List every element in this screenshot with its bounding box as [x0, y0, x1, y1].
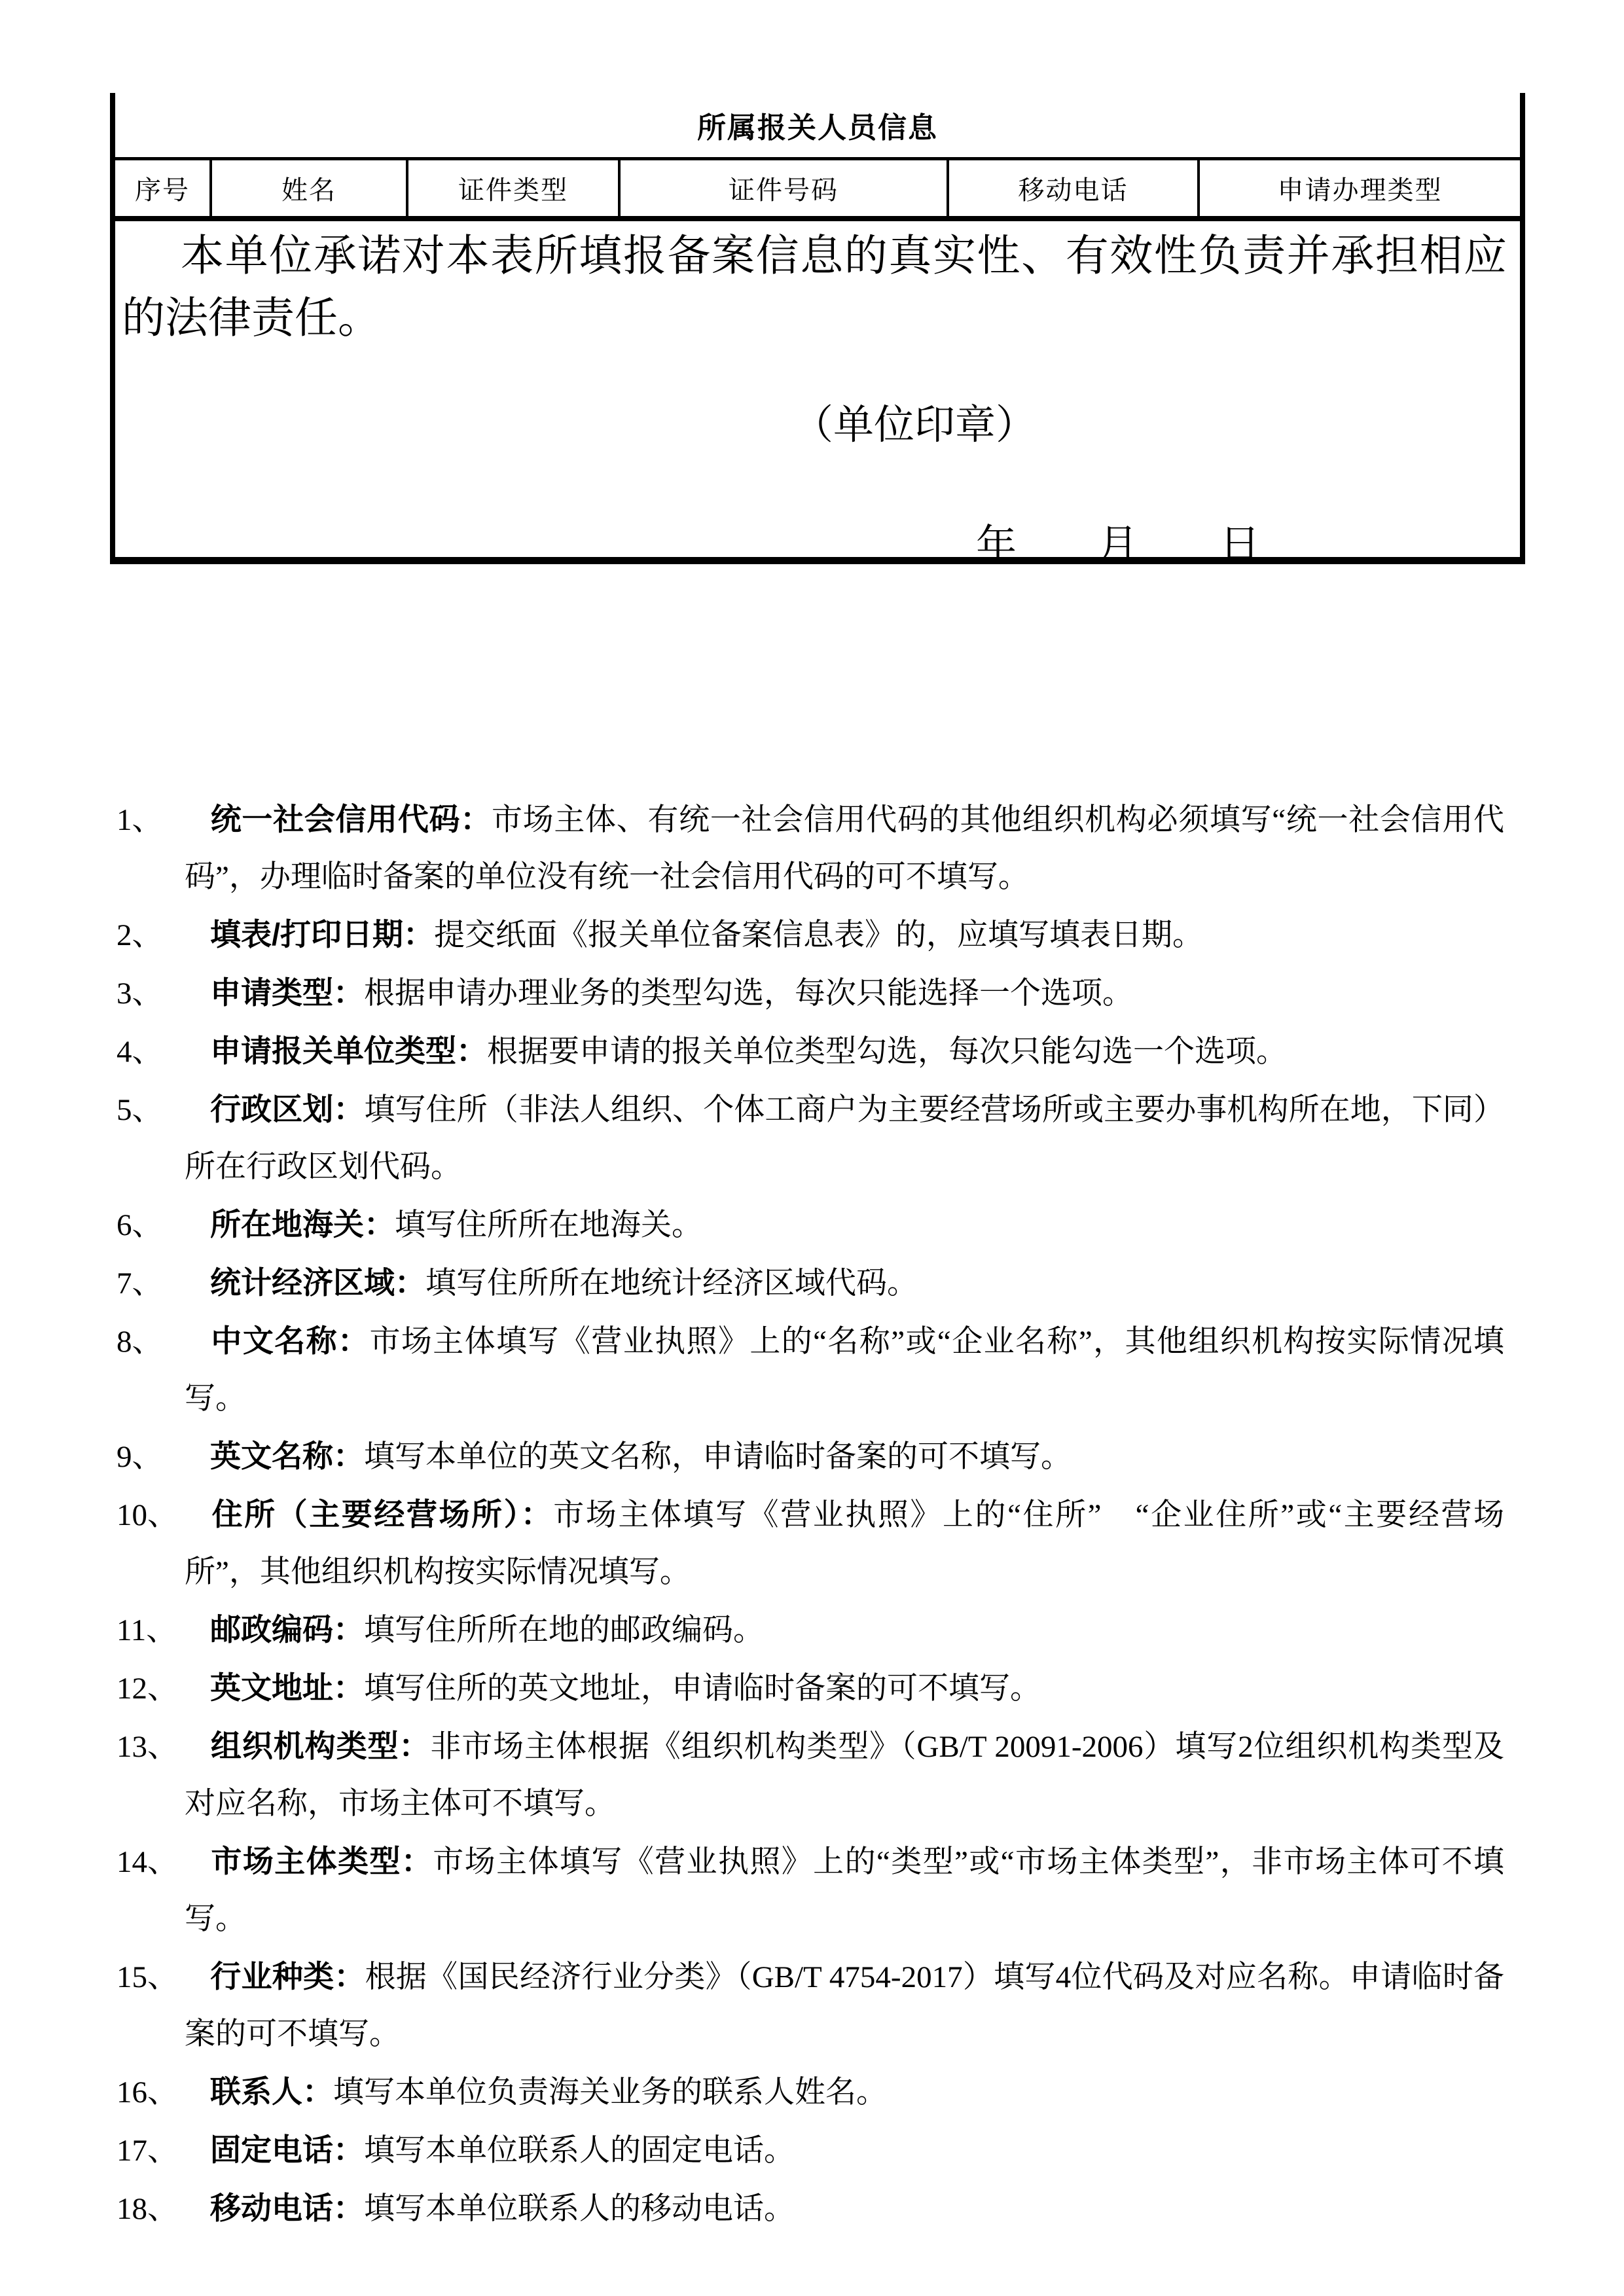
note-number: 9、: [117, 1440, 163, 1474]
note-number: 1、: [117, 803, 163, 837]
declaration-text: 本单位承诺对本表所填报备案信息的真实性、有效性负责并承担相应的法律责任。: [122, 232, 1507, 342]
note-number: 13、: [117, 1730, 178, 1764]
column-header-id-number: 证件号码: [621, 160, 949, 216]
note-label: 申请类型：: [210, 975, 364, 1010]
note-number: 2、: [117, 918, 163, 952]
note-item: [117, 2063, 1504, 2121]
note-label: 行政区划：: [210, 1092, 365, 1126]
note-label: 移动电话：: [210, 2191, 364, 2225]
note-label: 邮政编码：: [210, 1612, 364, 1647]
unit-seal-placeholder: （单位印章）: [793, 403, 1037, 448]
column-header-mobile-phone: 移动电话: [949, 160, 1200, 216]
note-item: [117, 1196, 1504, 1254]
declaration-cell: [115, 221, 1520, 567]
note-label: 组织机构类型：: [210, 1729, 431, 1763]
note-item: [117, 906, 1504, 964]
note-number: 16、: [117, 2075, 178, 2109]
note-label: 市场主体类型：: [210, 1844, 433, 1878]
note-text: 填写本单位的英文名称，申请临时备案的可不填写。: [364, 1440, 1072, 1474]
note-text: 填写住所所在地的邮政编码。: [364, 1613, 764, 1647]
table-title: 所属报关人员信息: [115, 93, 1520, 160]
note-text: 填写住所的英文地址，申请临时备案的可不填写。: [364, 1672, 1041, 1706]
note-text: 市场主体填写《营业执照》上的“住所” “企业住所”或“主要经营场所”，其他组织机构按实际情况填写。: [185, 1498, 1504, 1589]
note-number: 4、: [117, 1035, 163, 1069]
note-text: 填写本单位联系人的固定电话。: [364, 2134, 795, 2168]
table-header-row: [115, 160, 1520, 221]
note-number: 11、: [117, 1613, 177, 1647]
note-label: 所在地海关：: [210, 1207, 395, 1242]
note-text: 市场主体填写《营业执照》上的“名称”或“企业名称”，其他组织机构按实际情况填写。: [185, 1325, 1504, 1416]
note-item: [117, 1427, 1504, 1486]
note-label: 行业种类：: [210, 1959, 365, 1994]
note-number: 7、: [117, 1266, 163, 1300]
note-number: 3、: [117, 977, 163, 1011]
note-number: 12、: [117, 1672, 178, 1706]
note-label: 英文名称：: [210, 1439, 364, 1473]
note-item: [117, 1022, 1504, 1081]
note-number: 8、: [117, 1325, 163, 1359]
note-item: [117, 1833, 1504, 1948]
column-header-id-type: 证件类型: [408, 160, 621, 216]
personnel-info-table: [110, 93, 1525, 567]
filling-instructions-list: [117, 791, 1504, 2238]
note-text: 提交纸面《报关单位备案信息表》的，应填写填表日期。: [434, 918, 1204, 952]
note-text: 填写本单位负责海关业务的联系人姓名。: [333, 2075, 887, 2109]
note-number: 17、: [117, 2134, 178, 2168]
note-label: 中文名称：: [210, 1323, 370, 1358]
note-item: [117, 1081, 1504, 1196]
note-item: [117, 2179, 1504, 2238]
note-label: 固定电话：: [210, 2132, 364, 2167]
note-text: 市场主体填写《营业执照》上的“类型”或“市场主体类型”，非市场主体可不填写。: [185, 1845, 1504, 1936]
note-text: 填写住所所在地海关。: [395, 1208, 702, 1242]
note-label: 统计经济区域：: [210, 1265, 425, 1300]
note-item: [117, 791, 1504, 906]
note-number: 10、: [117, 1498, 178, 1532]
note-label: 住所（主要经营场所）：: [210, 1497, 554, 1532]
note-number: 18、: [117, 2192, 178, 2226]
note-item: [117, 1659, 1504, 1717]
date-line: 年 月 日: [976, 523, 1261, 567]
note-item: [117, 2121, 1504, 2179]
note-number: 5、: [117, 1093, 163, 1127]
note-text: 填写本单位联系人的移动电话。: [364, 2192, 795, 2226]
note-item: [117, 1312, 1504, 1427]
note-label: 申请报关单位类型：: [210, 1033, 487, 1068]
note-text: 非市场主体根据《组织机构类型》（GB/T 20091-2006）填写2位组织机构类型及对应名称，市场主体可不填写。: [185, 1730, 1504, 1821]
note-text: 根据要申请的报关单位类型勾选，每次只能勾选一个选项。: [487, 1035, 1287, 1069]
note-text: 填写住所所在地统计经济区域代码。: [425, 1266, 918, 1300]
note-item: [117, 1254, 1504, 1312]
note-label: 统一社会信用代码：: [210, 802, 492, 836]
note-item: [117, 1948, 1504, 2063]
note-text: 填写住所（非法人组织、个体工商户为主要经营场所或主要办事机构所在地，下同）所在行政区划代码。: [185, 1093, 1505, 1184]
note-label: 英文地址：: [210, 1670, 364, 1705]
note-text: 根据申请办理业务的类型勾选，每次只能选择一个选项。: [364, 977, 1133, 1011]
column-header-application-type: 申请办理类型: [1277, 175, 1443, 205]
note-text: 根据《国民经济行业分类》（GB/T 4754-2017）填写4位代码及对应名称。申请临时备案的可不填写。: [185, 1960, 1504, 2051]
note-number: 6、: [117, 1208, 163, 1242]
note-label: 联系人：: [210, 2074, 333, 2109]
column-header-seq-no: 序号: [115, 160, 212, 216]
column-header-name: 姓名: [212, 160, 408, 216]
note-item: [117, 964, 1504, 1022]
note-number: 15、: [117, 1960, 178, 1994]
note-text: 市场主体、有统一社会信用代码的其他组织机构必须填写“统一社会信用代码”，办理临时备案的单位没有统一社会信用代码的可不填写。: [185, 803, 1505, 894]
note-label: 填表/打印日期：: [210, 917, 435, 952]
note-item: [117, 1486, 1504, 1601]
note-item: [117, 1601, 1504, 1659]
note-item: [117, 1717, 1504, 1833]
note-number: 14、: [117, 1845, 178, 1879]
